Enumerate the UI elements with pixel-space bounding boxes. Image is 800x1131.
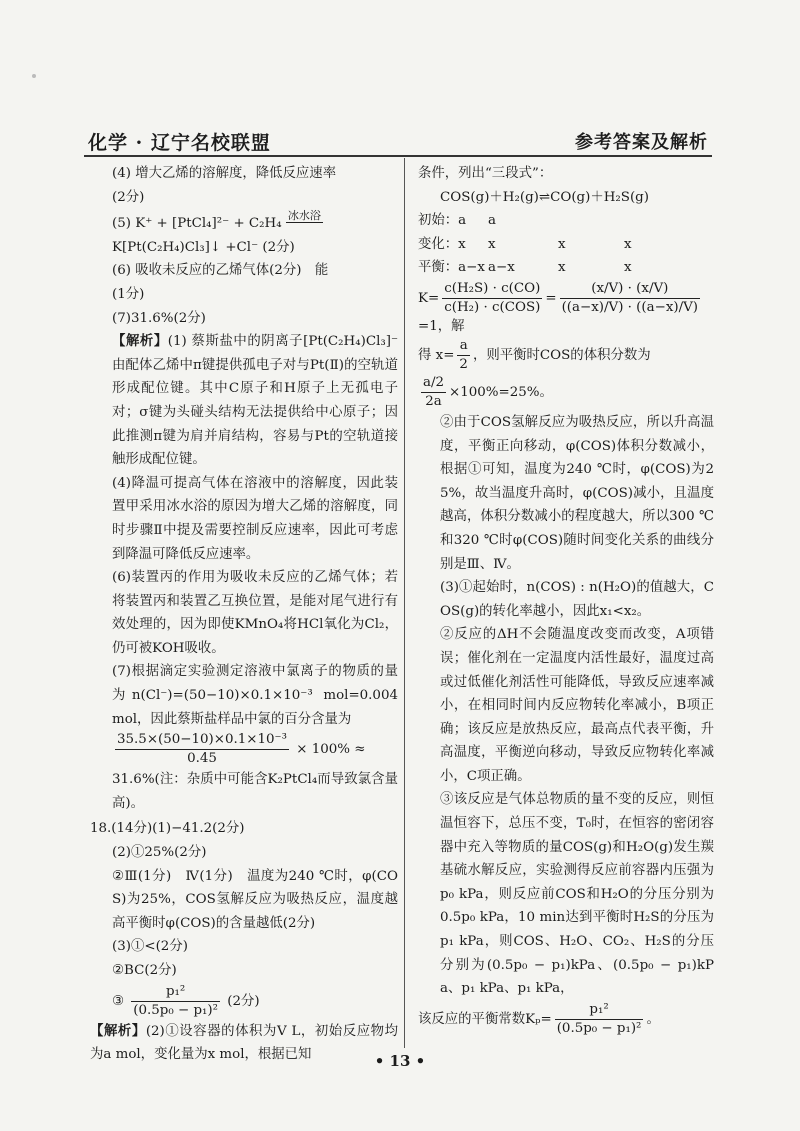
analysis-18-3-3: ③该反应是气体总物质的量不变的反应，则恒温恒容下，总压不变，T₀时，在恒容的密闭容器中充入等物质的量COS(g)和H₂O(g)发生羰基硫水解反应，实验测得反应前容器内压强为p₀ kPa，则反应前COS和H₂O的分压分别为0.5p₀ kPa，10 min达到平衡时H₂S的分压为p₁ kPa，则COS、H₂O、CO₂、H₂S的分压分别为(0.5p₀ − p₁)kPa、(0.5p₀ − p₁)kPa、p₁ kPa、p₁ kPa， <box>440 792 714 997</box>
analysis-17-fraction <box>90 731 398 768</box>
k-substituted-fraction <box>560 280 700 317</box>
answer-6-score: (1分) <box>112 286 145 302</box>
analysis-18-intro-text: (2)①设容器的体积为V L，初始反应物均为a mol，变化量为x mol，根据已知 <box>90 1023 398 1063</box>
ice-cell: a <box>488 213 496 229</box>
ice-cell: x <box>624 236 632 252</box>
analysis-tag: 【解析】 <box>112 333 168 350</box>
answer-7: (7)31.6%(2分) <box>112 310 206 326</box>
k-concentration-fraction <box>442 280 542 317</box>
kp-suffix: 。 <box>646 1011 660 1027</box>
circled-three: ③ <box>112 993 125 1009</box>
solve-x-line <box>418 337 714 374</box>
analysis-17-part7: (7)根据滴定实验测定溶液中氯离子的物质的量为n(Cl⁻)=(50−10)×0.1×10⁻³ mol=0.004 mol，因此蔡斯盐样品中氯的百分含量为 <box>112 664 398 727</box>
ice-cell: x <box>558 260 566 276</box>
ice-cell: a−x <box>488 260 515 276</box>
answer-18-3-1: (3)①<(2分) <box>112 939 188 955</box>
answer-18-2-2: ②Ⅲ(1分) Ⅳ(1分) 温度为240 ℃时，φ(COS)为25%，COS氢解反应为吸热反应，温度越高平衡时φ(COS)的含量越低(2分) <box>112 868 398 931</box>
chlorine-percent-fraction <box>115 731 289 768</box>
answer-5-products: K[Pt(C₂H₄)Cl₃]↓ +Cl⁻ (2分) <box>112 239 295 255</box>
page-number: • 13 • <box>374 1052 426 1070</box>
k-lhs: K= <box>418 290 440 306</box>
ice-cell: 初始：a <box>418 213 467 229</box>
kp-expression <box>418 1001 714 1038</box>
right-column <box>418 162 714 1038</box>
answer-6: (6) 吸收未反应的乙烯气体(2分) 能 <box>112 263 329 279</box>
fraction-denominator: 2 <box>459 356 468 372</box>
ice-cell: x <box>624 260 632 276</box>
analysis-17-part1-text: (1) 蔡斯盐中的阴离子[Pt(C₂H₄)Cl₃]⁻由配体乙烯中π键提供孤电子对与Pt(Ⅱ)的空轨道形成配位键。其中C原子和H原子上无孤电子对；σ键为头碰头结构无法提供给中心原子；因此推测π键为肩并肩结构，容易与Pt的空轨道接触形成配位键。 <box>112 334 399 468</box>
answer-18-2-1: (2)①25%(2分) <box>112 845 207 861</box>
analysis-tag: 【解析】 <box>90 1022 146 1039</box>
fraction-numerator: p₁² <box>131 983 220 1002</box>
fraction-denominator: (0.5p₀ − p₁)² <box>556 1020 642 1036</box>
equilibrium-constant-expression: K= $\frac{\text{c(H₂S) · c(CO)}}{\text{c(H₂) · c(COS)}}$ = $\frac{(x/V) \cdot (x/V)}{((a-x)/V) \cdot ((a-x)/V)}$ =1，解 <box>418 280 699 334</box>
answer-18-3-3 <box>90 983 398 1020</box>
fraction-denominator: c(H₂) · c(COS) <box>444 299 541 315</box>
left-column <box>90 162 398 1067</box>
answer-5-reactants: (5) K⁺ + [PtCl₄]²⁻ + C₂H₄ <box>112 216 282 232</box>
scan-speck <box>32 74 36 78</box>
answer-5-equation <box>90 209 398 236</box>
ice-row-change <box>418 233 714 257</box>
answer-4: (4) 增大乙烯的溶解度，降低反应速率 <box>112 166 337 181</box>
analysis-18-3-1: (3)①起始时，n(COS) : n(H₂O)的值越大，COS(g)的转化率越小，因此x₁<x₂。 <box>440 580 714 619</box>
ice-cell: x <box>558 236 566 252</box>
fraction-denominator: 2a <box>425 393 442 409</box>
answer-18-3-3-score: (2分) <box>227 993 260 1009</box>
ice-cell: 变化：x <box>418 236 466 252</box>
solve-x-suffix: ，则平衡时COS的体积分数为 <box>472 347 651 363</box>
ice-table <box>418 209 714 280</box>
volume-fraction-line <box>418 374 714 411</box>
ice-cell: 平衡：a−x <box>418 260 485 276</box>
fraction-numerator: a/2 <box>421 374 446 393</box>
analysis-17-part1 <box>90 330 398 472</box>
three-step-intro: 条件，列出“三段式”： <box>418 166 553 181</box>
analysis-17-result: 31.6%(注：杂质中可能含K₂PtCl₄而导致氯含量高)。 <box>112 772 398 811</box>
answer-18-3-2: ②BC(2分) <box>112 963 177 978</box>
column-divider <box>404 158 405 1048</box>
header-section-title: 参考答案及解析 <box>575 132 708 153</box>
ice-cell: x <box>488 236 496 252</box>
fraction-denominator: ((a−x)/V) · ((a−x)/V) <box>561 299 699 315</box>
reaction-equation: COS(g)＋H₂(g)⇌CO(g)＋H₂S(g) <box>440 189 649 205</box>
fraction-denominator: (0.5p₀ − p₁)² <box>133 1002 219 1018</box>
analysis-18-2-2: ②由于COS氢解反应为吸热反应，所以升高温度，平衡正向移动，φ(COS)体积分数减小，根据①可知，温度为240 ℃时，φ(COS)为25%，故当温度升高时，φ(COS)减小，且温度越高，体积分数减小的程度越大，所以300 ℃和320 ℃时φ(COS)随时间变化关系的曲线分别是Ⅲ、Ⅳ。 <box>440 414 714 572</box>
analysis-18-3-2: ②反应的ΔH不会随温度改变而改变，A项错误；催化剂在一定温度内活性最好，温度过高或过低催化剂活性可能降低，导致反应速率减小，在相同时间内反应物转化率减小，B项正确；该反应是放热反应，最高点代表平衡，升高温度，平衡逆向移动，导致反应物转化率减小，C项正确。 <box>440 627 714 784</box>
answer-4-score: (2分) <box>112 189 145 205</box>
kp-answer-fraction <box>131 983 220 1020</box>
ice-row-equilibrium <box>418 256 714 280</box>
volume-fraction <box>421 374 446 411</box>
fraction-numerator: (x/V) · (x/V) <box>560 280 700 299</box>
fraction-numerator: a <box>457 337 470 356</box>
fraction-numerator: p₁² <box>555 1001 644 1020</box>
k-result: =1，解 <box>418 318 465 334</box>
kp-prefix: 该反应的平衡常数Kₚ= <box>418 1011 552 1027</box>
fraction-tail: × 100% ≈ <box>296 742 366 758</box>
solve-x-prefix: 得 x= <box>418 347 455 363</box>
analysis-17-part4: (4)降温可提高气体在溶液中的溶解度，因此装置甲采用冰水浴的原因为增大乙烯的溶解度，同时步骤Ⅱ中提及需要控制反应速率，因此可考虑到降温可降低反应速率。 <box>112 475 398 562</box>
header-rule <box>84 155 712 157</box>
fraction-numerator: c(H₂S) · c(CO) <box>442 280 542 299</box>
fraction-denominator: 0.45 <box>187 751 217 767</box>
reaction-condition: 冰水浴 <box>287 209 321 223</box>
kp-fraction <box>555 1001 644 1038</box>
fraction-numerator: 35.5×(50−10)×0.1×10⁻³ <box>115 731 289 750</box>
analysis-17-part6: (6)装置丙的作用为吸收未反应的乙烯气体；若将装置丙和装置乙互换位置，是能对尾气进行有效处理的，因为即使KMnO₄将HCl氧化为Cl₂，仍可被KOH吸收。 <box>112 570 398 656</box>
x-value-fraction <box>457 337 470 374</box>
header-subject: 化学 · 辽宁名校联盟 <box>88 132 271 154</box>
question-18-header: 18.(14分)(1)−41.2(2分) <box>90 821 245 837</box>
volume-fraction-result: ×100%=25%。 <box>449 384 553 400</box>
ice-row-initial <box>418 209 714 233</box>
